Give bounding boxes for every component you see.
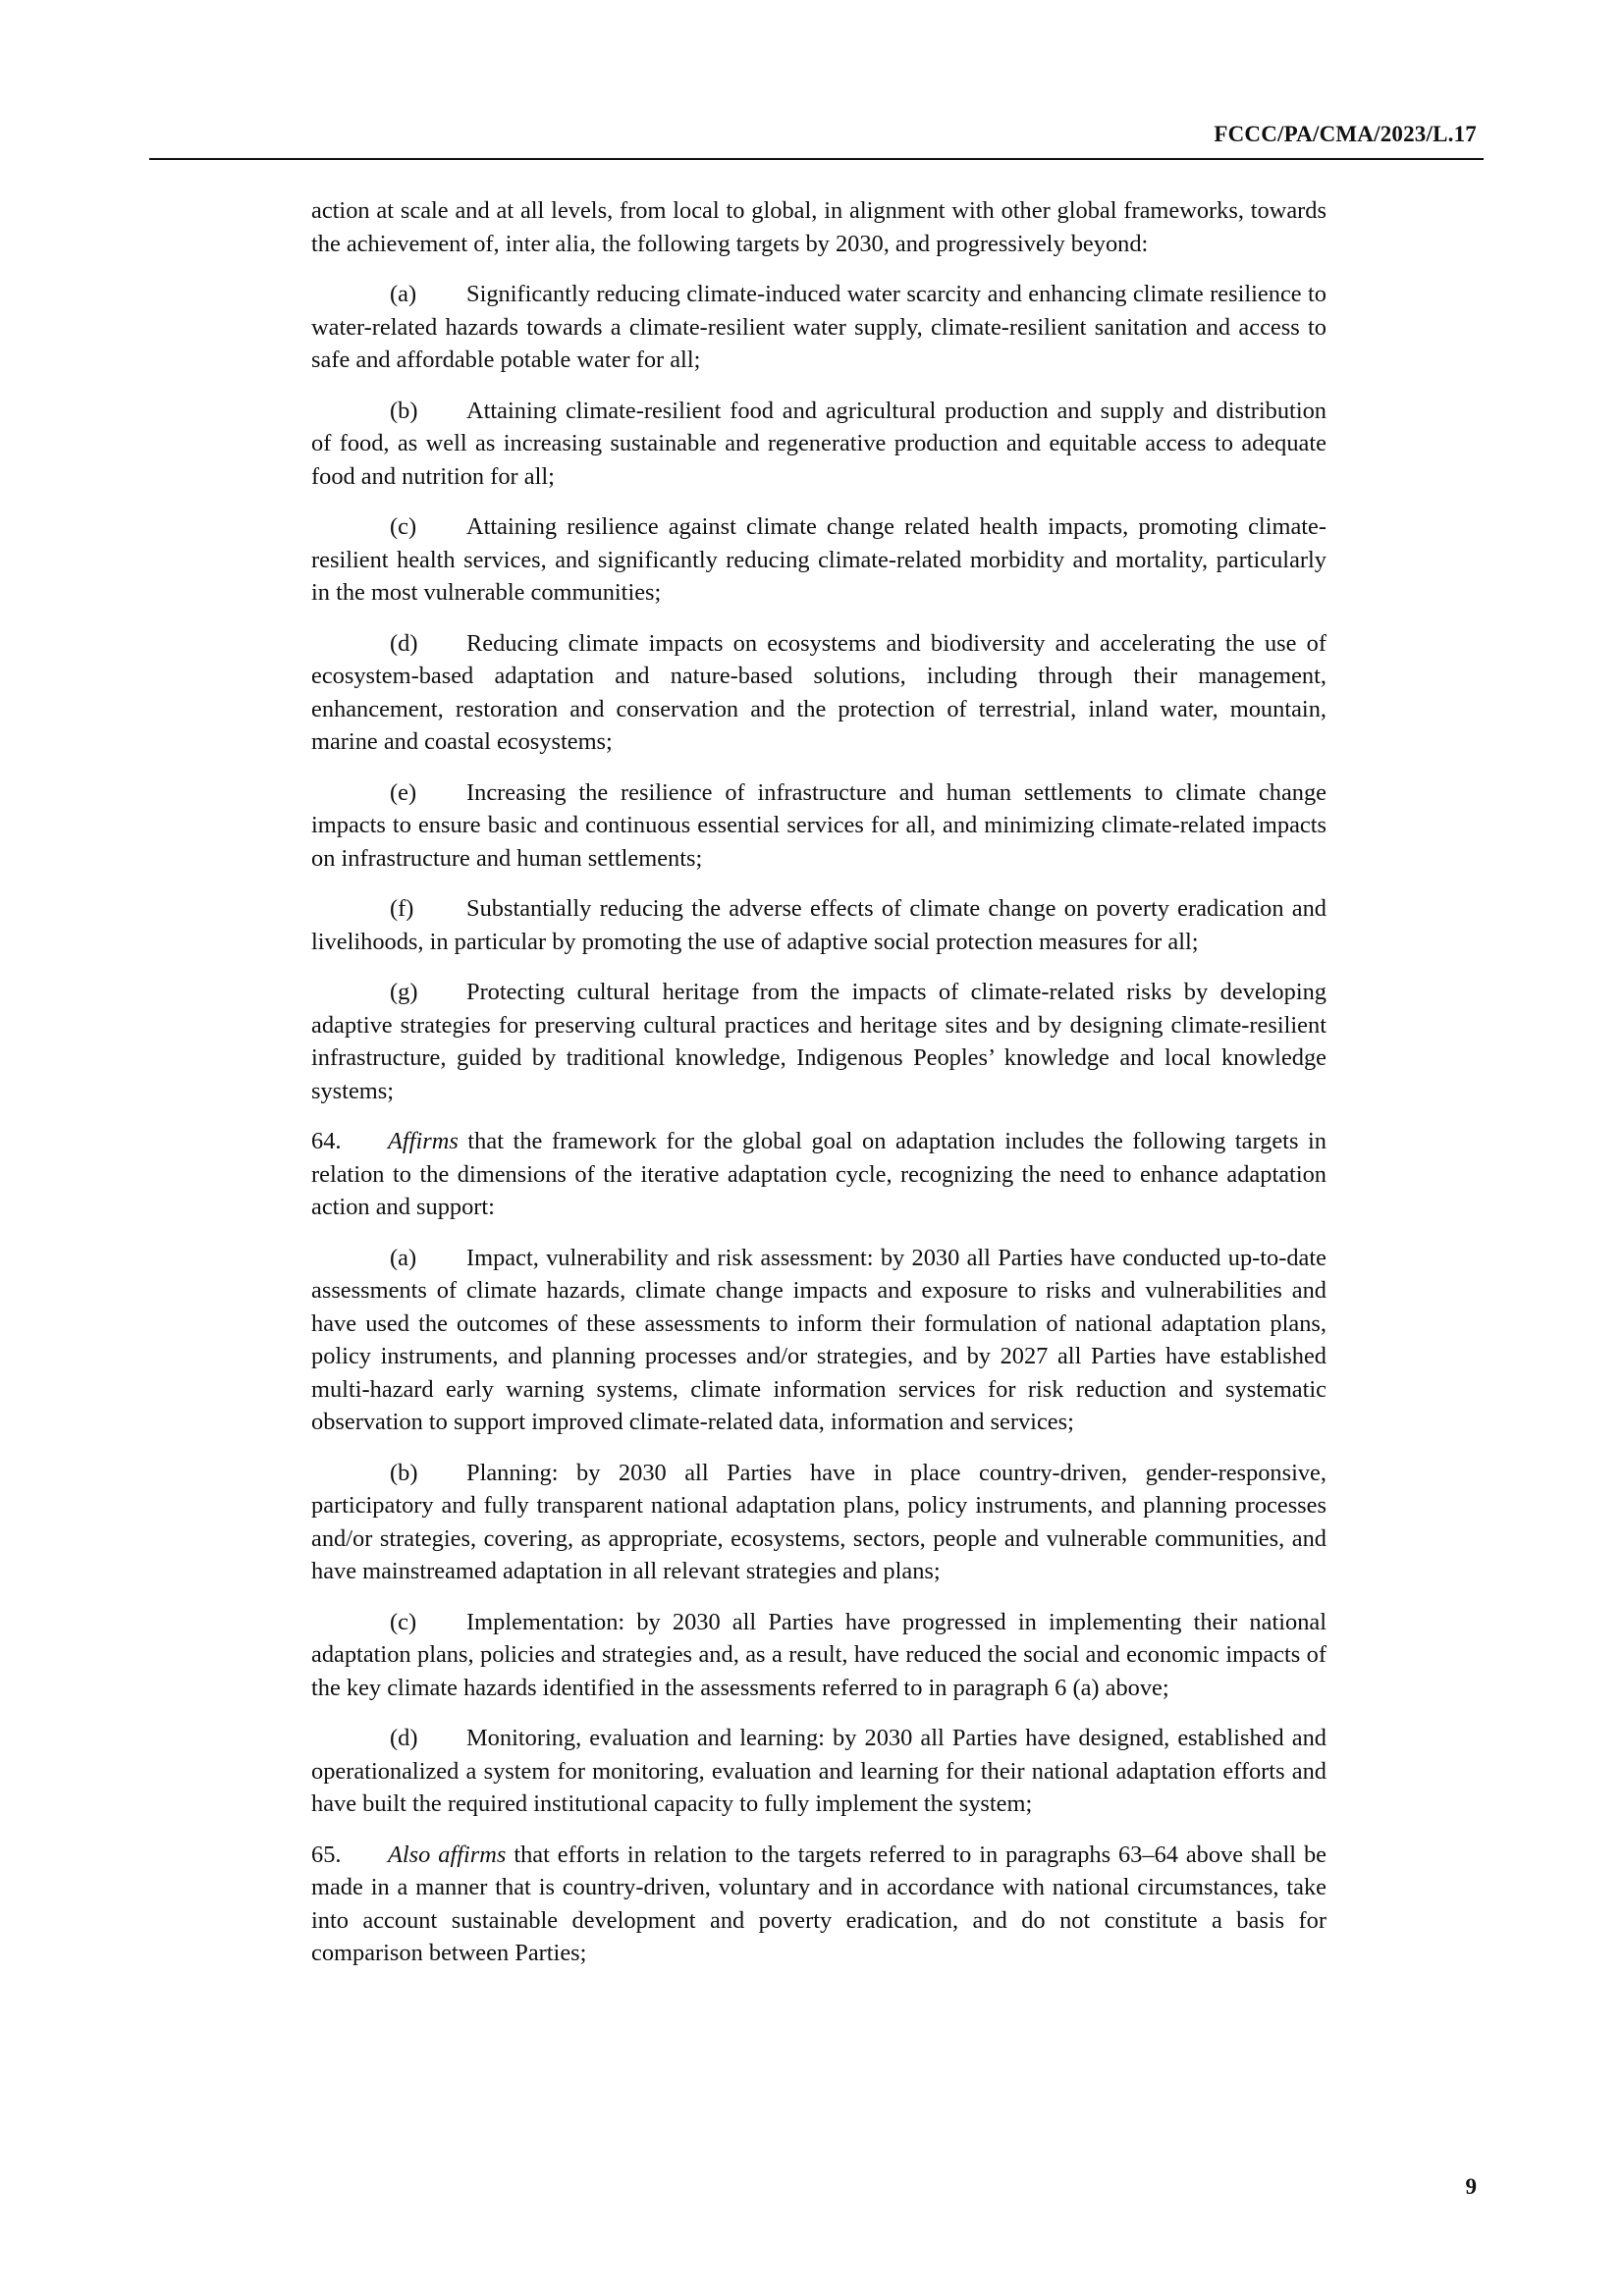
target-cycle-a <box>311 1242 1326 1439</box>
target-2030-b <box>311 395 1326 494</box>
page-number: 9 <box>1465 2174 1477 2199</box>
paragraph-number: 64. <box>311 1128 342 1154</box>
operative-verb: Also affirms <box>388 1841 507 1868</box>
intro-paragraph: action at scale and at all levels, from local to global, in alignment with other global frameworks, towards the achievement of, inter alia, the following targets by 2030, and progressively beyond: <box>311 197 1326 257</box>
item-label: (a) <box>390 1244 417 1271</box>
item-text: Protecting cultural heritage from the impacts of climate-related risks by developing adaptive strategies for preserving cultural practices and heritage sites and by designing climate-resilient infrastructure, guided by traditional knowledge, Indigenous Peoples’ knowledge and local knowledge systems; <box>311 979 1326 1104</box>
target-2030-d <box>311 627 1326 759</box>
target-2030-c <box>311 510 1326 610</box>
item-label: (b) <box>390 1459 418 1486</box>
target-cycle-b <box>311 1457 1326 1588</box>
paragraph-text: that the framework for the global goal on adaptation includes the following targets in relation to the dimensions of the iterative adaptation cycle, recognizing the need to enhance adaptation action and support: <box>311 1128 1326 1220</box>
item-text: Monitoring, evaluation and learning: by 2030 all Parties have designed, established and operationalized a system for monitoring, evaluation and learning for their national adaptation efforts and have built the required institutional capacity to fully implement the system; <box>311 1725 1326 1817</box>
item-label: (f) <box>390 895 414 922</box>
item-text: Implementation: by 2030 all Parties have progressed in implementing their national adaptation plans, policies and strategies and, as a result, have reduced the social and economic impacts of the key climate hazards identified in the assessments referred to in paragraph 6 (a) above; <box>311 1608 1326 1701</box>
paragraph-text: that efforts in relation to the targets referred to in paragraphs 63–64 above shall be made in a manner that is country-driven, voluntary and in accordance with national circumstances, take into account sustainable development and poverty eradication, and do not constitute a basis for comparison between Parties; <box>311 1841 1326 1966</box>
target-2030-a <box>311 278 1326 377</box>
item-label: (b) <box>390 397 418 424</box>
item-label: (a) <box>390 281 417 307</box>
item-label: (c) <box>390 513 417 540</box>
item-label: (g) <box>390 979 418 1005</box>
item-text: Attaining climate-resilient food and agricultural production and supply and distribution of food, as well as increasing sustainable and regenerative production and equitable access to adequate food and nutrition for all; <box>311 397 1326 490</box>
item-text: Reducing climate impacts on ecosystems and biodiversity and accelerating the use of ecosystem-based adaptation and nature-based solutions, including through their management, enhancement, restoration and conservation and the protection of terrestrial, inland water, mountain, marine and coastal ecosystems; <box>311 629 1326 755</box>
target-2030-e <box>311 776 1326 876</box>
target-cycle-d <box>311 1722 1326 1821</box>
target-cycle-c <box>311 1606 1326 1705</box>
document-symbol: FCCC/PA/CMA/2023/L.17 <box>1214 122 1477 146</box>
target-2030-f <box>311 892 1326 958</box>
item-text: Attaining resilience against climate change related health impacts, promoting climate-resilient health services, and significantly reducing climate-related morbidity and mortality, particularly in the most vulnerable communities; <box>311 513 1326 606</box>
item-label: (c) <box>390 1608 417 1635</box>
target-2030-g <box>311 976 1326 1107</box>
header-rule <box>149 158 1484 160</box>
paragraph-number: 65. <box>311 1841 342 1868</box>
paragraph-65 <box>311 1839 1326 1970</box>
paragraph-64 <box>311 1125 1326 1224</box>
item-label: (d) <box>390 629 418 657</box>
item-label: (e) <box>390 778 417 806</box>
item-text: Significantly reducing climate-induced water scarcity and enhancing climate resilience to water-related hazards towards a climate-resilient water supply, climate-resilient sanitation and access to safe and affordable potable water for all; <box>311 281 1326 373</box>
item-text: Increasing the resilience of infrastructure and human settlements to climate change impacts to ensure basic and continuous essential services for all, and minimizing climate-related impacts on infrastructure and human settlements; <box>311 778 1326 872</box>
item-text: Planning: by 2030 all Parties have in place country-driven, gender-responsive, participatory and fully transparent national adaptation plans, policy instruments, and planning processes and/or strategies, covering, as appropriate, ecosystems, sectors, people and vulnerable communities, and have mainstreamed adaptation in all relevant strategies and plans; <box>311 1459 1326 1584</box>
item-text: Substantially reducing the adverse effects of climate change on poverty eradication and livelihoods, in particular by promoting the use of adaptive social protection measures for all; <box>311 895 1326 955</box>
operative-verb: Affirms <box>388 1128 459 1154</box>
document-body <box>311 194 1326 1988</box>
item-text: Impact, vulnerability and risk assessment: by 2030 all Parties have conducted up-to-date assessments of climate hazards, climate change impacts and exposure to risks and vulnerabilities and have used the outcomes of these assessments to inform their formulation of national adaptation plans, policy instruments, and planning processes and/or strategies, and by 2027 all Parties have established multi-hazard early warning systems, climate information services for risk reduction and systematic observation to support improved climate-related data, information and services; <box>311 1244 1326 1435</box>
item-label: (d) <box>390 1725 418 1751</box>
